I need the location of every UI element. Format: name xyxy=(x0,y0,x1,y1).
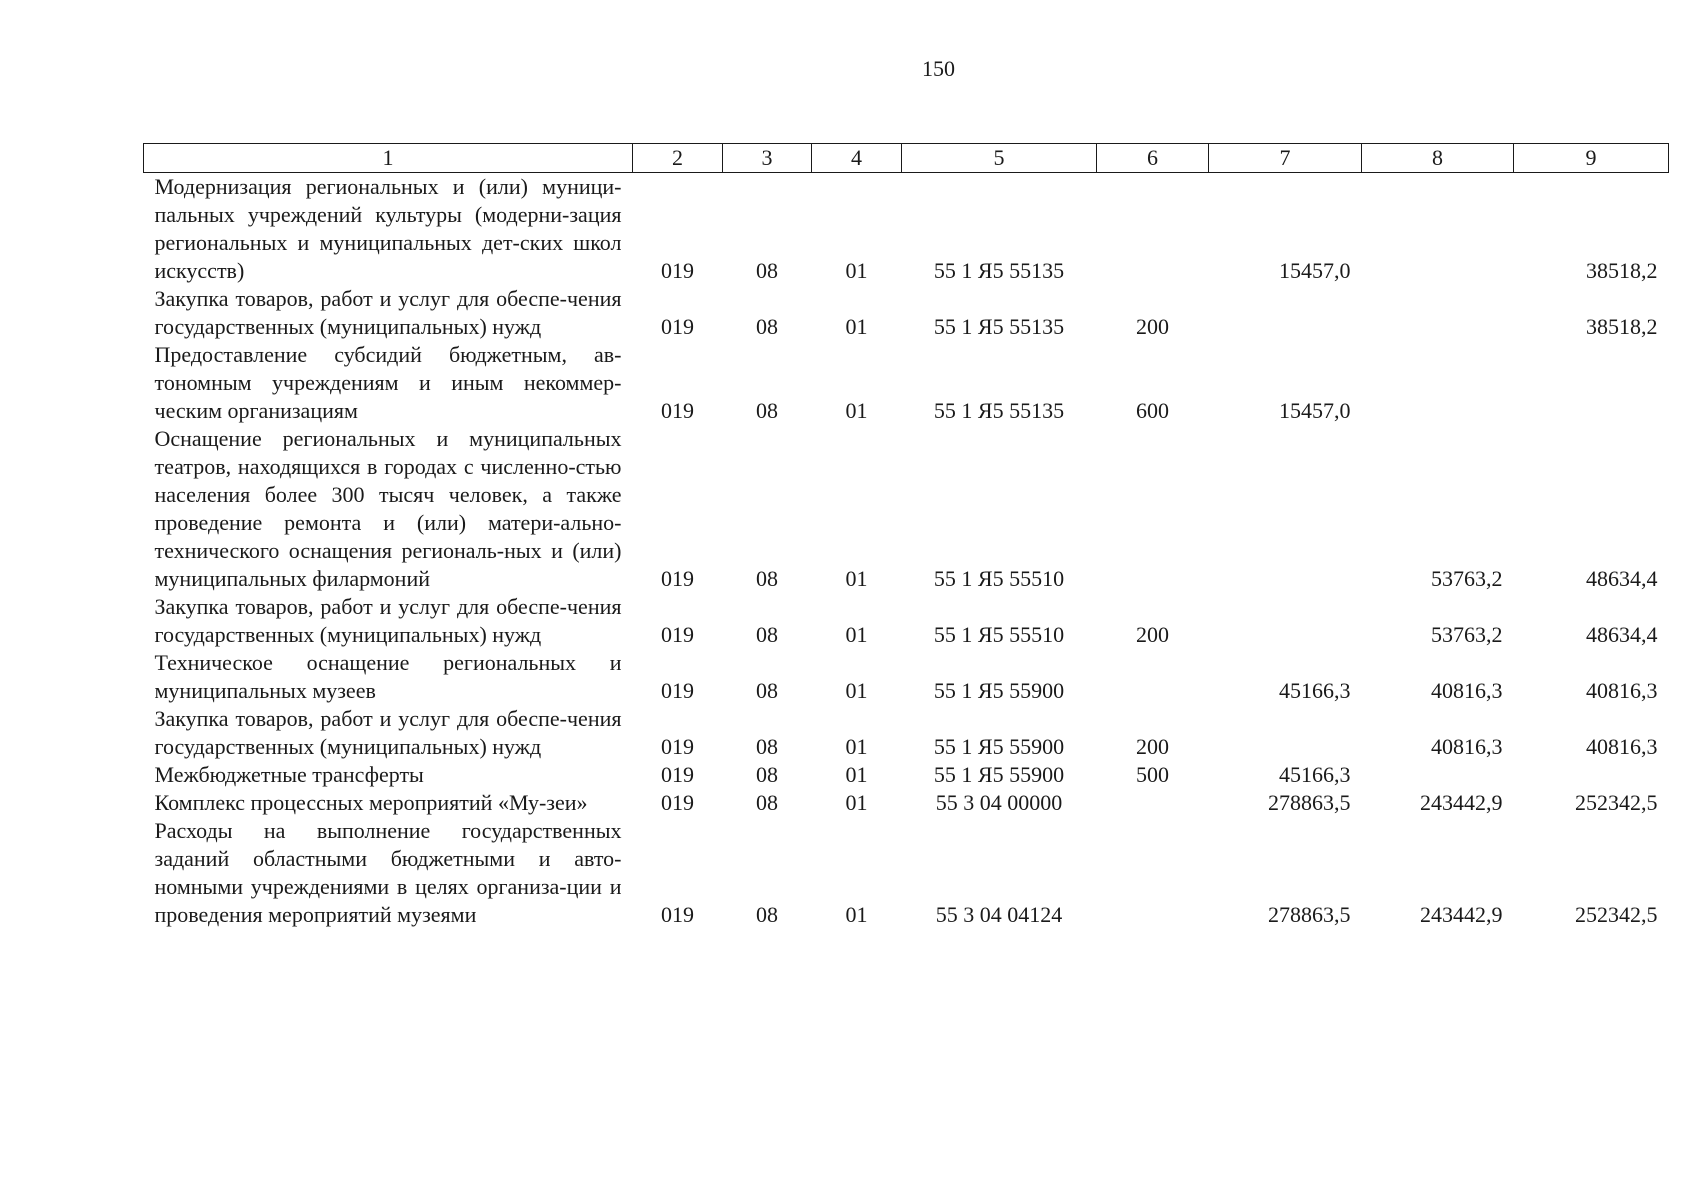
row-cell-8: 243442,9 xyxy=(1420,790,1503,815)
row-cell-2: 019 xyxy=(661,734,694,759)
row-cell-7 xyxy=(1209,705,1362,761)
row-cell-5: 55 1 Я5 55510 xyxy=(933,566,1065,591)
row-cell-2: 019 xyxy=(661,902,694,927)
table-row xyxy=(144,285,1669,341)
row-cell-7: 15457,0 xyxy=(1279,398,1351,423)
header-cell-8: 8 xyxy=(1362,144,1514,173)
row-cell-2: 019 xyxy=(661,622,694,647)
row-cell-8: 243442,9 xyxy=(1420,902,1503,927)
row-cell-8 xyxy=(1362,285,1514,341)
row-cell-9 xyxy=(1514,761,1669,789)
row-cell-3: 08 xyxy=(756,734,778,759)
row-cell-6: 200 xyxy=(1136,734,1169,759)
row-name-cell: Предоставление субсидий бюджетным, ав-тономным учреждениям и иным некоммер-ческим организациям xyxy=(154,342,622,423)
row-cell-9: 40816,3 xyxy=(1586,734,1658,759)
row-cell-7 xyxy=(1209,425,1362,593)
row-cell-7: 45166,3 xyxy=(1279,762,1351,787)
row-cell-6 xyxy=(1097,817,1209,929)
row-cell-5: 55 1 Я5 55135 xyxy=(933,398,1065,423)
row-name-cell: Закупка товаров, работ и услуг для обеспе-чения государственных (муниципальных) нужд xyxy=(154,286,622,339)
row-cell-4: 01 xyxy=(845,734,868,759)
row-cell-7: 278863,5 xyxy=(1268,790,1351,815)
row-cell-8: 40816,3 xyxy=(1431,678,1503,703)
row-cell-5: 55 1 Я5 55900 xyxy=(933,762,1065,787)
row-cell-3: 08 xyxy=(756,314,778,339)
row-cell-6 xyxy=(1097,425,1209,593)
table-row xyxy=(144,649,1669,705)
row-cell-5: 55 3 04 00000 xyxy=(935,790,1063,815)
header-cell-6: 6 xyxy=(1097,144,1209,173)
row-name-cell: Комплекс процессных мероприятий «Му-зеи» xyxy=(154,790,588,815)
row-cell-4: 01 xyxy=(845,902,868,927)
table-row xyxy=(144,593,1669,649)
header-cell-9: 9 xyxy=(1514,144,1669,173)
row-cell-7: 278863,5 xyxy=(1268,902,1351,927)
row-name-cell: Расходы на выполнение государственных заданий областными бюджетными и авто-номными учреждениями в целях организа-ции и проведения мероприятий музеями xyxy=(154,818,622,927)
row-cell-7 xyxy=(1209,593,1362,649)
row-cell-9: 40816,3 xyxy=(1586,678,1658,703)
row-cell-5: 55 1 Я5 55900 xyxy=(933,734,1065,759)
row-cell-3: 08 xyxy=(756,622,778,647)
row-cell-2: 019 xyxy=(661,314,694,339)
row-cell-5: 55 1 Я5 55510 xyxy=(933,622,1065,647)
row-cell-9: 48634,4 xyxy=(1586,566,1658,591)
row-cell-4: 01 xyxy=(845,678,868,703)
table-row xyxy=(144,761,1669,789)
row-name-cell: Закупка товаров, работ и услуг для обеспе-чения государственных (муниципальных) нужд xyxy=(154,594,622,647)
row-cell-3: 08 xyxy=(756,398,778,423)
row-cell-3: 08 xyxy=(756,902,778,927)
page-number: 150 xyxy=(922,56,955,81)
table-row xyxy=(144,817,1669,929)
row-name-cell: Межбюджетные трансферты xyxy=(154,762,424,787)
budget-table xyxy=(143,143,1669,929)
table-row xyxy=(144,705,1669,761)
row-cell-2: 019 xyxy=(661,678,694,703)
row-cell-4: 01 xyxy=(845,566,868,591)
row-cell-7 xyxy=(1209,285,1362,341)
table-row xyxy=(144,173,1669,286)
row-cell-8 xyxy=(1362,761,1514,789)
row-name-cell: Оснащение региональных и муниципальных театров, находящихся в городах с численно-стью населения более 300 тысяч человек, а также проведение ремонта и (или) матери-ально-технического оснащения региональ-ных и (или) муниципальных филармоний xyxy=(154,426,622,591)
row-cell-3: 08 xyxy=(756,790,778,815)
row-cell-4: 01 xyxy=(845,790,868,815)
row-cell-3: 08 xyxy=(756,678,778,703)
row-cell-2: 019 xyxy=(661,398,694,423)
row-cell-5: 55 1 Я5 55135 xyxy=(933,258,1065,283)
row-cell-2: 019 xyxy=(661,790,694,815)
row-cell-3: 08 xyxy=(756,566,778,591)
row-cell-8: 53763,2 xyxy=(1431,566,1503,591)
row-name-cell: Закупка товаров, работ и услуг для обеспе-чения государственных (муниципальных) нужд xyxy=(154,706,622,759)
row-name-cell: Техническое оснащение региональных и муниципальных музеев xyxy=(154,650,622,703)
row-cell-6: 200 xyxy=(1136,314,1169,339)
row-cell-6 xyxy=(1097,649,1209,705)
row-cell-3: 08 xyxy=(756,762,778,787)
table-row xyxy=(144,341,1669,425)
row-cell-8 xyxy=(1362,173,1514,286)
row-cell-4: 01 xyxy=(845,398,868,423)
row-cell-6: 500 xyxy=(1136,762,1169,787)
row-cell-9: 38518,2 xyxy=(1586,258,1658,283)
table-row xyxy=(144,425,1669,593)
row-name-cell: Модернизация региональных и (или) муници-пальных учреждений культуры (модерни-зация региональных и муниципальных дет-ских школ искусств) xyxy=(154,174,622,283)
row-cell-6: 200 xyxy=(1136,622,1169,647)
row-cell-8 xyxy=(1362,341,1514,425)
row-cell-9: 252342,5 xyxy=(1575,790,1658,815)
row-cell-9 xyxy=(1514,341,1669,425)
row-cell-8: 40816,3 xyxy=(1431,734,1503,759)
row-cell-4: 01 xyxy=(845,762,868,787)
row-cell-5: 55 1 Я5 55900 xyxy=(933,678,1065,703)
row-cell-4: 01 xyxy=(845,622,868,647)
row-cell-6: 600 xyxy=(1136,398,1169,423)
table-header-row xyxy=(144,144,1669,173)
row-cell-6 xyxy=(1097,789,1209,817)
row-cell-9: 38518,2 xyxy=(1586,314,1658,339)
row-cell-5: 55 1 Я5 55135 xyxy=(933,314,1065,339)
table-row xyxy=(144,789,1669,817)
row-cell-7: 15457,0 xyxy=(1279,258,1351,283)
row-cell-2: 019 xyxy=(661,566,694,591)
header-cell-1: 1 xyxy=(144,144,633,173)
header-cell-4: 4 xyxy=(812,144,902,173)
row-cell-3: 08 xyxy=(756,258,778,283)
row-cell-4: 01 xyxy=(845,314,868,339)
row-cell-4: 01 xyxy=(845,258,868,283)
row-cell-5: 55 3 04 04124 xyxy=(935,902,1063,927)
header-cell-5: 5 xyxy=(902,144,1097,173)
row-cell-9: 48634,4 xyxy=(1586,622,1658,647)
row-cell-9: 252342,5 xyxy=(1575,902,1658,927)
row-cell-6 xyxy=(1097,173,1209,286)
header-cell-3: 3 xyxy=(723,144,812,173)
row-cell-2: 019 xyxy=(661,762,694,787)
row-cell-7: 45166,3 xyxy=(1279,678,1351,703)
table-body xyxy=(144,173,1669,930)
row-cell-8: 53763,2 xyxy=(1431,622,1503,647)
header-cell-7: 7 xyxy=(1209,144,1362,173)
header-cell-2: 2 xyxy=(633,144,723,173)
row-cell-2: 019 xyxy=(661,258,694,283)
